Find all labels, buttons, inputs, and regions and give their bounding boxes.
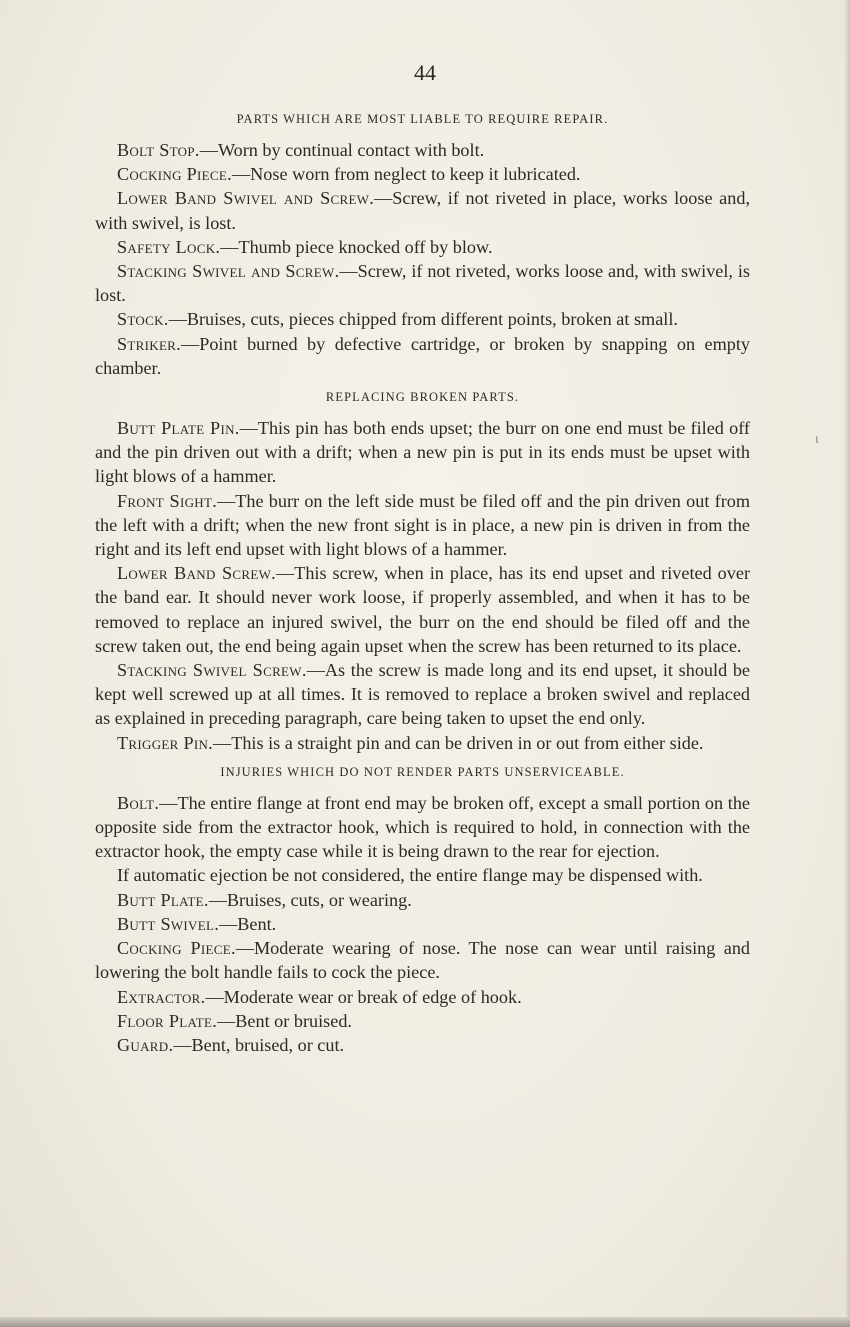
paragraph-text: —Thumb piece knocked off by blow.	[220, 236, 493, 257]
paragraph-text: —As the screw is made long and its end upset, it should be kept well screwed up at all times. It is removed to replace a broken swivel and replaced as explained in preceding paragraph, care being taken to upset the end only.	[95, 660, 750, 729]
paragraph-text: —Point burned by defective cartridge, or broken by snapping on empty chamber.	[95, 333, 750, 378]
term: Butt Plate.	[117, 889, 209, 910]
paragraph-text: —Moderate wear or break of edge of hook.	[205, 986, 522, 1007]
paragraph	[95, 138, 750, 162]
term: Trigger Pin.	[117, 732, 214, 753]
term: Bolt.	[117, 792, 160, 813]
page-bottom-edge	[0, 1317, 850, 1327]
paragraph	[95, 332, 750, 380]
section-heading: PARTS WHICH ARE MOST LIABLE TO REQUIRE REPAIR.	[236, 112, 609, 126]
paragraph	[95, 888, 750, 912]
page-number: 44	[414, 60, 436, 85]
term: Bolt Stop.	[117, 140, 200, 160]
section-replacing	[95, 386, 750, 755]
section-injuries	[95, 761, 750, 1057]
section-heading: REPLACING BROKEN PARTS.	[325, 390, 520, 405]
section-heading: INJURIES WHICH DO NOT RENDER PARTS UNSERVICEABLE.	[220, 764, 625, 779]
term: Lower Band Swivel and Screw.	[117, 188, 375, 209]
paragraph-text: —The entire flange at front end may be broken off, except a small portion on the opposite side from the extractor hook, which is required to hold, in connection with the extractor hook, the empty case while it is being drawn to the rear for ejection.	[95, 792, 750, 862]
term: Lower Band Screw.	[117, 563, 277, 584]
paragraph-text: —This screw, when in place, has its end upset and riveted over the band ear. It should never work loose, if properly assembled, and when it has to be removed to replace an injured swivel, the burr on the end should be filed off and the screw taken out, the end being again upset when the screw has been returned to its place.	[95, 563, 750, 656]
term: Guard.	[117, 1034, 174, 1055]
term: Stacking Swivel and Screw.	[117, 261, 340, 282]
paragraph	[95, 985, 750, 1009]
paragraph-text: —Bent.	[219, 913, 277, 934]
term: Stock.	[117, 309, 169, 330]
text-column	[95, 102, 750, 1057]
paragraph-text: —The burr on the left side must be filed off and the pin driven out from the left with a drift; when the new front sight is in place, a new pin is driven in from the right and its left end upset with light blows of a hammer.	[95, 490, 750, 560]
paragraph-text: —Screw, if not riveted in place, works loose and, with swivel, is lost.	[95, 188, 750, 233]
paragraph	[95, 791, 750, 864]
term: Striker.	[117, 333, 182, 354]
paragraph-text: —Bruises, cuts, or wearing.	[208, 889, 412, 910]
paragraph-text: —Moderate wearing of nose. The nose can wear until raising and lowering the bolt handle fails to cock the piece.	[95, 938, 751, 983]
term: Butt Swivel.	[117, 913, 220, 934]
term: Front Sight.	[117, 490, 218, 511]
term: Safety Lock.	[117, 236, 221, 257]
term: Butt Plate Pin.	[117, 418, 240, 439]
term: Extractor.	[117, 986, 206, 1007]
paragraph	[95, 235, 750, 259]
page-right-edge	[844, 0, 850, 1327]
paragraph	[95, 162, 750, 186]
paragraph	[95, 731, 750, 755]
paragraph	[95, 1033, 750, 1057]
paragraph-text: —This pin has both ends upset; the burr on one end must be filed off and the pin driven out with a drift; when a new pin is put in its ends must be upset with light blows of a hammer.	[95, 418, 750, 487]
paragraph-text: If automatic ejection be not considered, the entire flange may be dispensed with.	[117, 865, 703, 886]
paragraph	[95, 259, 750, 307]
paragraph	[95, 912, 750, 936]
paragraph-text: —Bent or bruised.	[217, 1010, 352, 1031]
term: Floor Plate.	[117, 1010, 218, 1031]
paragraph	[95, 561, 750, 658]
paragraph	[95, 186, 750, 234]
paragraph-text: —Nose worn from neglect to keep it lubricated.	[231, 164, 581, 185]
paragraph	[95, 489, 750, 562]
paragraph	[95, 416, 750, 489]
term: Cocking Piece.	[117, 938, 236, 959]
paragraph-text: —Bent, bruised, or cut.	[173, 1034, 345, 1055]
paragraph	[95, 658, 750, 731]
paragraph	[95, 863, 750, 887]
paragraph	[95, 1009, 750, 1033]
term: Cocking Piece.	[117, 164, 232, 185]
paragraph-text: —Screw, if not riveted, works loose and, with swivel, is lost.	[95, 261, 751, 306]
ink-smudge: ι	[815, 432, 819, 447]
paragraph	[95, 936, 750, 984]
term: Stacking Swivel Screw.	[117, 660, 307, 681]
paragraph-text: —Bruises, cuts, pieces chipped from different points, broken at small.	[168, 309, 678, 330]
paragraph	[95, 307, 750, 331]
paragraph-text: —This is a straight pin and can be driven in or out from either side.	[213, 732, 704, 753]
section-repair	[95, 108, 750, 380]
paragraph-text: —Worn by continual contact with bolt.	[199, 140, 485, 160]
